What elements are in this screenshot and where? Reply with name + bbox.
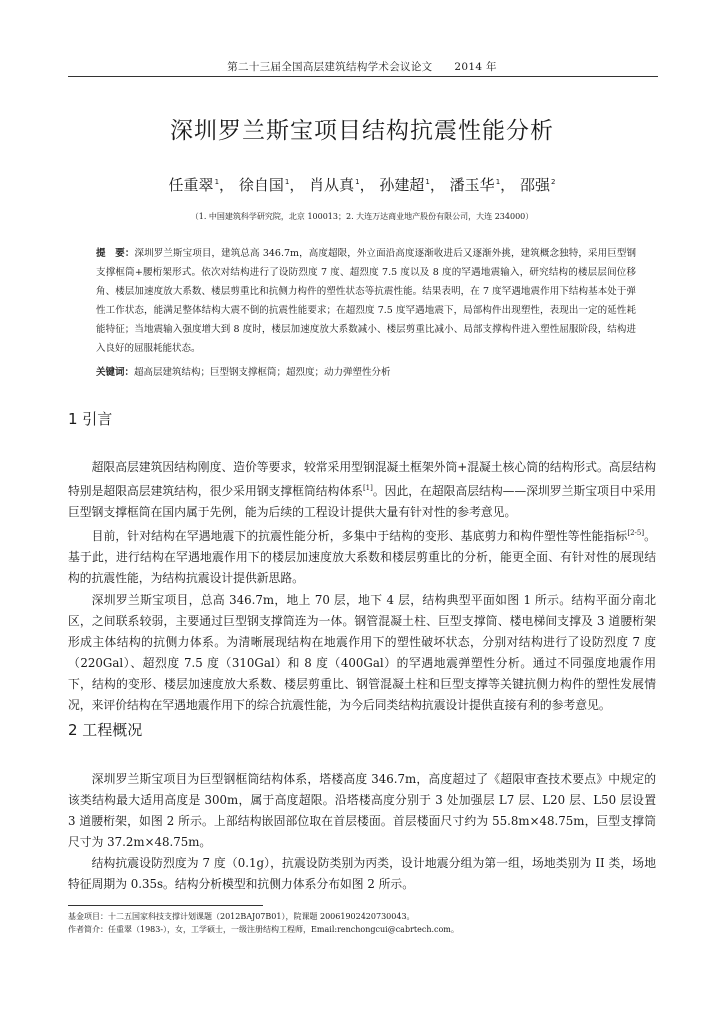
citation: [1] xyxy=(362,484,373,493)
author: 任重翠$^1$ xyxy=(168,176,220,194)
section-heading-introduction: 1 引言 xyxy=(68,410,113,428)
paragraph: 深圳罗兰斯宝项目，总高 346.7m，地上 70 层，地下 4 层，结构典型平面如图 1 所示。结构平面分南北区，之间联系较弱，主要通过巨型钢支撑筒连为一体。钢管混凝土柱、巨型支撑筒、楼电梯间支撑及 3 道腰桁架形成主体结构的抗侧力体系。为清晰展现结构在地震作用下的塑性破坏状态，分别对结构进行了设防烈度 7 度（220Gal）、超烈度 7.5 度（310Gal）和 8 度（400Gal）的罕遇地震弹塑性分析。通过不同强度地震作用下，结构的变形、楼层加速度放大系数、楼层剪重比、钢管混凝土柱和巨型支撑等关键抗侧力构件的塑性发展情况，来评价结构在罕遇地震作用下的综合抗震性能，为今后同类结构抗震设计提供直接有利的参考意见。 xyxy=(68,592,656,713)
keywords-label: 关键词： xyxy=(96,367,135,378)
funding-note: 基金项目：十二五国家科技支撑计划课题（2012BAJ07B01），院课题 20061902420730043。 xyxy=(68,912,415,921)
paragraph: 超限高层建筑因结构刚度、造价等要求，较常采用型钢混凝土框架外筒+混凝土核心筒的结构形式。高层结构特别是超限高层建筑结构，很少采用钢支撑框筒结构体系[1]。因此，在超限高层结构——深圳罗兰斯宝项目中采用巨型钢支撑框筒在国内属于先例，能为后续的工程设计提供大量有针对性的参考意见。 xyxy=(68,460,656,520)
abstract-text: 深圳罗兰斯宝项目，建筑总高 346.7m，高度超限，外立面沿高度逐渐收进后又逐渐外挑，建筑概念独特，采用巨型钢支撑框筒+腰桁架形式。依次对结构进行了设防烈度 7 度、超烈度 7.5 度以及 8 度的罕遇地震输入，研究结构的楼层层间位移角、楼层加速度放大系数、楼层剪重比和抗侧力构件的塑性状态等抗震性能。结果表明，在 7 度罕遇地震作用下结构基本处于弹性工作状态，能满足整体结构大震不倒的抗震性能要求；在超烈度 7.5 度罕遇地震下，局部构件出现塑性，表现出一定的延性耗能特征；当地震输入强度增大到 8 度时，楼层加速度放大系数减小、楼层剪重比减小、局部支撑构件进入塑性屈服阶段，结构进入良好的屈服耗能状态。 xyxy=(96,248,636,354)
conference-name: 第二十三届全国高层建筑结构学术会议论文 xyxy=(227,61,433,73)
paragraph: 结构抗震设防烈度为 7 度（0.1g），抗震设防类别为丙类，设计地震分组为第一组，场地类别为 II 类，场地特征周期为 0.35s。结构分析模型和抗侧力体系分布如图 2 所示。 xyxy=(68,856,656,892)
author-bio-note: 作者简介：任重翠（1983-），女，工学硕士，一级注册结构工程师，Email:renchongcui@cabrtech.com。 xyxy=(68,925,459,934)
abstract xyxy=(96,245,636,358)
abstract-label: 提 要： xyxy=(96,248,135,259)
conference-year: 2014 年 xyxy=(454,61,497,73)
project-overview-body xyxy=(68,769,656,896)
author: 邵强$^2$ xyxy=(519,176,556,194)
author: 孙建超$^1$ xyxy=(379,176,430,194)
paragraph: 目前，针对结构在罕遇地震下的抗震性能分析，多集中于结构的变形、基底剪力和构件塑性等性能指标[2-5]。基于此，进行结构在罕遇地震作用下的楼层加速度放大系数和楼层剪重比的分析，能更全面、有针对性的展现结构的抗震性能，为结构抗震设计提供新思路。 xyxy=(68,529,656,586)
keywords-text: 超高层建筑结构；巨型钢支撑框筒；超烈度；动力弹塑性分析 xyxy=(134,367,391,378)
header-rule xyxy=(68,76,658,77)
keywords xyxy=(96,364,636,378)
author: 肖从真$^1$ xyxy=(309,176,360,194)
paragraph: 深圳罗兰斯宝项目为巨型钢框筒结构体系，塔楼高度 346.7m，高度超过了《超限审查技术要点》中规定的该类结构最大适用高度是 300m，属于高度超限。沿塔楼高度分别于 3 处加强层 L7 层、L20 层、L50 层设置 3 道腰桁架，如图 2 所示。上部结构嵌固部位取在首层楼面。首层楼面尺寸约为 55.8m×48.75m，巨型支撑筒尺寸为 37.2m×48.75m。 xyxy=(68,772,656,850)
paper-title: 深圳罗兰斯宝项目结构抗震性能分析 xyxy=(170,118,554,144)
citation: [2-5] xyxy=(627,529,645,538)
author: 潘玉华$^1$ xyxy=(449,176,501,194)
affiliations: （1. 中国建筑科学研究院，北京 100013；2. 大连万达商业地产股份有限公司，大连 234000） xyxy=(190,212,534,221)
author-list: 任重翠$^1$， 徐自国$^1$， 肖从真$^1$， 孙建超$^1$， 潘玉华$^1$， 邵强$^2$ xyxy=(168,176,556,194)
footnote-rule xyxy=(68,905,263,906)
section-heading-project-overview: 2 工程概况 xyxy=(68,721,143,739)
footnotes xyxy=(68,910,668,936)
author: 徐自国$^1$ xyxy=(238,176,290,194)
introduction-body xyxy=(68,457,656,716)
running-header xyxy=(0,59,724,74)
